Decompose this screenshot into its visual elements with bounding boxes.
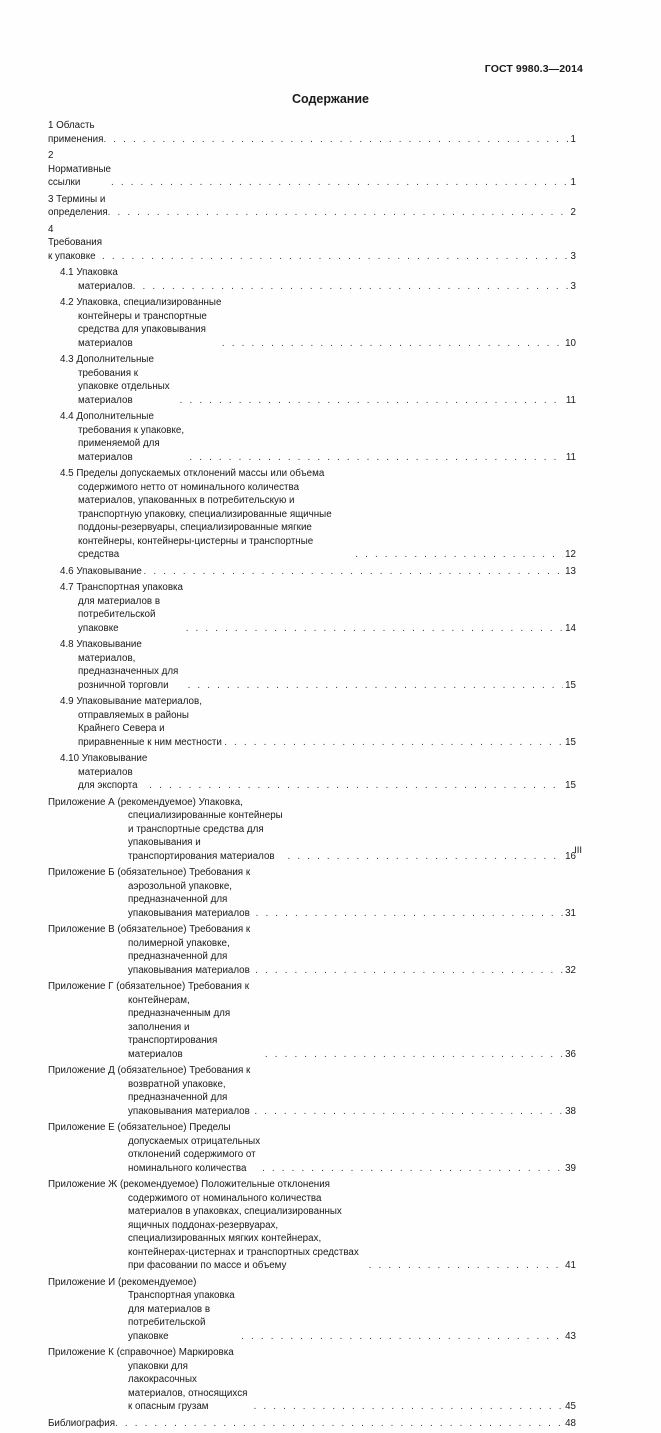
toc-entry-title: Приложение Е (обязательное) Пределы допускаемых отрицательных отклонений содержимого от номинального количества — [48, 1122, 261, 1174]
toc-entry[interactable] — [48, 980, 576, 1061]
toc-entry-title: Приложение Г (обязательное) Требования к контейнерам, предназначенным для заполнения и транспортирования материалов — [48, 981, 249, 1060]
toc-leader-dots — [188, 679, 564, 693]
toc-leader-dots — [189, 451, 563, 465]
toc-entry-page: 36 — [565, 1048, 576, 1060]
toc-leader-dots — [265, 1048, 563, 1062]
toc-leader-dots — [102, 250, 569, 264]
toc-entry-title: 4.3 Дополнительные требования к упаковке отдельных материалов — [60, 354, 170, 406]
toc-entry-title: 4.10 Упаковывание материалов для экспорта — [60, 753, 148, 791]
toc-entry-title: 4.5 Пределы допускаемых отклонений массы или объема содержимого нетто от номинального количества материалов, упакованных в потребительскую и транспортную упаковку, специализированные ящичные поддоны-резервуары, специализированные мягкие контейнеры, контейнеры-цистерны и транспортные средства — [60, 468, 332, 560]
page-number: III — [574, 845, 582, 856]
toc-entry[interactable] — [48, 1064, 576, 1118]
toc-entry[interactable] — [48, 353, 576, 407]
toc-entry-page: 12 — [565, 549, 576, 560]
toc-leader-dots — [222, 337, 563, 351]
toc-leader-dots — [108, 206, 569, 220]
toc-leader-dots — [254, 1105, 563, 1119]
toc-entry[interactable] — [48, 1346, 576, 1414]
toc-entry-page: 32 — [565, 964, 576, 976]
toc-entry-page: 31 — [565, 907, 576, 919]
toc-entry-page: 14 — [565, 622, 576, 634]
toc-leader-dots — [224, 736, 563, 750]
toc-leader-dots — [115, 1417, 563, 1431]
toc-leader-dots — [149, 779, 563, 793]
toc-entry-title: 4.6 Упаковывание — [60, 565, 142, 577]
toc-entry[interactable] — [48, 866, 576, 920]
toc-entry-page: 15 — [565, 679, 576, 691]
toc-entry-page: 45 — [565, 1401, 576, 1412]
toc-entry[interactable] — [48, 193, 576, 220]
toc-entry-title: 2 Нормативные ссылки — [48, 150, 112, 188]
toc-entry-page: 11 — [565, 451, 576, 463]
toc-entry-page: 15 — [565, 736, 576, 748]
toc-entry[interactable] — [48, 149, 576, 190]
toc-leader-dots — [369, 1259, 563, 1273]
toc-entry[interactable] — [48, 223, 576, 264]
toc-entry-page: 13 — [565, 565, 576, 577]
toc-entry-page: 15 — [565, 780, 576, 791]
toc-entry-page: 16 — [565, 850, 576, 862]
toc-entry-page: 38 — [565, 1105, 576, 1117]
toc-entry-page: 11 — [565, 394, 576, 406]
toc-entry[interactable] — [48, 923, 576, 977]
toc-entry-title: 4.4 Дополнительные требования к упаковке, применяемой для материалов — [60, 411, 185, 463]
toc-entry[interactable] — [48, 119, 576, 146]
document-code: ГОСТ 9980.3—2014 — [484, 63, 583, 75]
toc-leader-dots — [254, 1400, 564, 1414]
toc-entry-title: 4.7 Транспортная упаковка для материалов в потребительской упаковке — [60, 582, 183, 634]
toc-entry-title: 4.9 Упаковывание материалов, отправляемых в районы Крайнего Севера и приравненные к ним местности — [60, 696, 222, 748]
toc-entry[interactable] — [48, 796, 576, 864]
toc-entry-page: 2 — [570, 207, 576, 218]
toc-entry-title: Библиография — [48, 1417, 116, 1429]
toc-entry[interactable] — [48, 1178, 576, 1273]
toc-entry-title: Приложение Б (обязательное) Требования к аэрозольной упаковке, предназначенной для упаковывания материалов — [48, 867, 251, 919]
toc-entry[interactable] — [48, 296, 576, 350]
toc-leader-dots — [288, 850, 564, 864]
toc-entry-page: 3 — [570, 250, 576, 262]
toc-entry-title: Приложение Д (обязательное) Требования к возвратной упаковке, предназначенной для упаковывания материалов — [48, 1065, 251, 1117]
toc-entry[interactable] — [48, 695, 576, 749]
toc-entry-title: 4.2 Упаковка, специализированные контейнеры и транспортные средства для упаковывания материалов — [60, 297, 222, 349]
toc-entry[interactable] — [48, 1276, 576, 1344]
toc-leader-dots — [355, 548, 563, 562]
toc-entry-title: 1 Область применения — [48, 120, 104, 145]
toc-entry[interactable] — [48, 266, 576, 293]
toc-entry-title: Приложение И (рекомендуемое) Транспортная упаковка для материалов в потребительской упаковке — [48, 1276, 235, 1342]
toc-entry-page: 1 — [570, 133, 576, 145]
toc-entry-page: 43 — [565, 1330, 576, 1342]
toc-entry-page: 10 — [565, 337, 576, 349]
toc-leader-dots — [186, 622, 563, 636]
toc-leader-dots — [262, 1162, 563, 1176]
toc-entry[interactable] — [48, 581, 576, 635]
toc-entry-title: 4.1 Упаковка материалов — [60, 267, 133, 292]
toc-entry[interactable] — [48, 752, 576, 793]
toc-entry[interactable] — [48, 410, 576, 464]
toc-entry-page: 39 — [565, 1162, 576, 1174]
page-title: Содержание — [291, 92, 369, 106]
toc-entry-page: 1 — [570, 177, 576, 188]
toc-entry-page: 48 — [565, 1417, 576, 1429]
toc-entry-page: 41 — [565, 1260, 576, 1271]
toc-entry-title: Приложение А (рекомендуемое) Упаковка, специализированные контейнеры и транспортные средства для упаковывания и транспортирования материалов — [48, 796, 283, 862]
toc-leader-dots — [111, 176, 569, 190]
toc-entry[interactable] — [48, 565, 576, 579]
toc-entry-title: 4.8 Упаковывание материалов, предназначенных для розничной торговли — [60, 639, 179, 691]
toc-entry[interactable] — [48, 638, 576, 692]
toc-entry-title: Приложение Ж (рекомендуемое) Положительные отклонения содержимого от номинального количества материалов в упаковках, специализированных ящичных поддонах-резервуарах, специализированных мягких контейнерах, контейнерах-цистернах и транспортных средствах при фасовании по массе и объему — [48, 1179, 359, 1271]
toc-entry[interactable] — [48, 1121, 576, 1175]
toc-entry-title: Приложение В (обязательное) Требования к полимерной упаковке, предназначенной для упаковывания материалов — [48, 924, 251, 976]
toc-entry-title: Приложение К (справочное) Маркировка упаковки для лакокрасочных материалов, относящихся к опасным грузам — [48, 1347, 248, 1412]
toc-entry[interactable] — [48, 1417, 576, 1431]
table-of-contents — [48, 119, 576, 1433]
toc-entry[interactable] — [48, 467, 576, 562]
toc-entry-title: 4 Требования к упаковке — [48, 223, 103, 262]
toc-leader-dots — [180, 394, 564, 408]
toc-leader-dots — [103, 133, 568, 147]
toc-leader-dots — [144, 565, 564, 579]
toc-leader-dots — [133, 280, 569, 294]
toc-leader-dots — [255, 964, 563, 978]
toc-leader-dots — [241, 1330, 563, 1344]
toc-entry-page: 3 — [570, 280, 576, 292]
toc-entry-title: 3 Термины и определения — [48, 193, 108, 218]
toc-leader-dots — [256, 907, 564, 921]
